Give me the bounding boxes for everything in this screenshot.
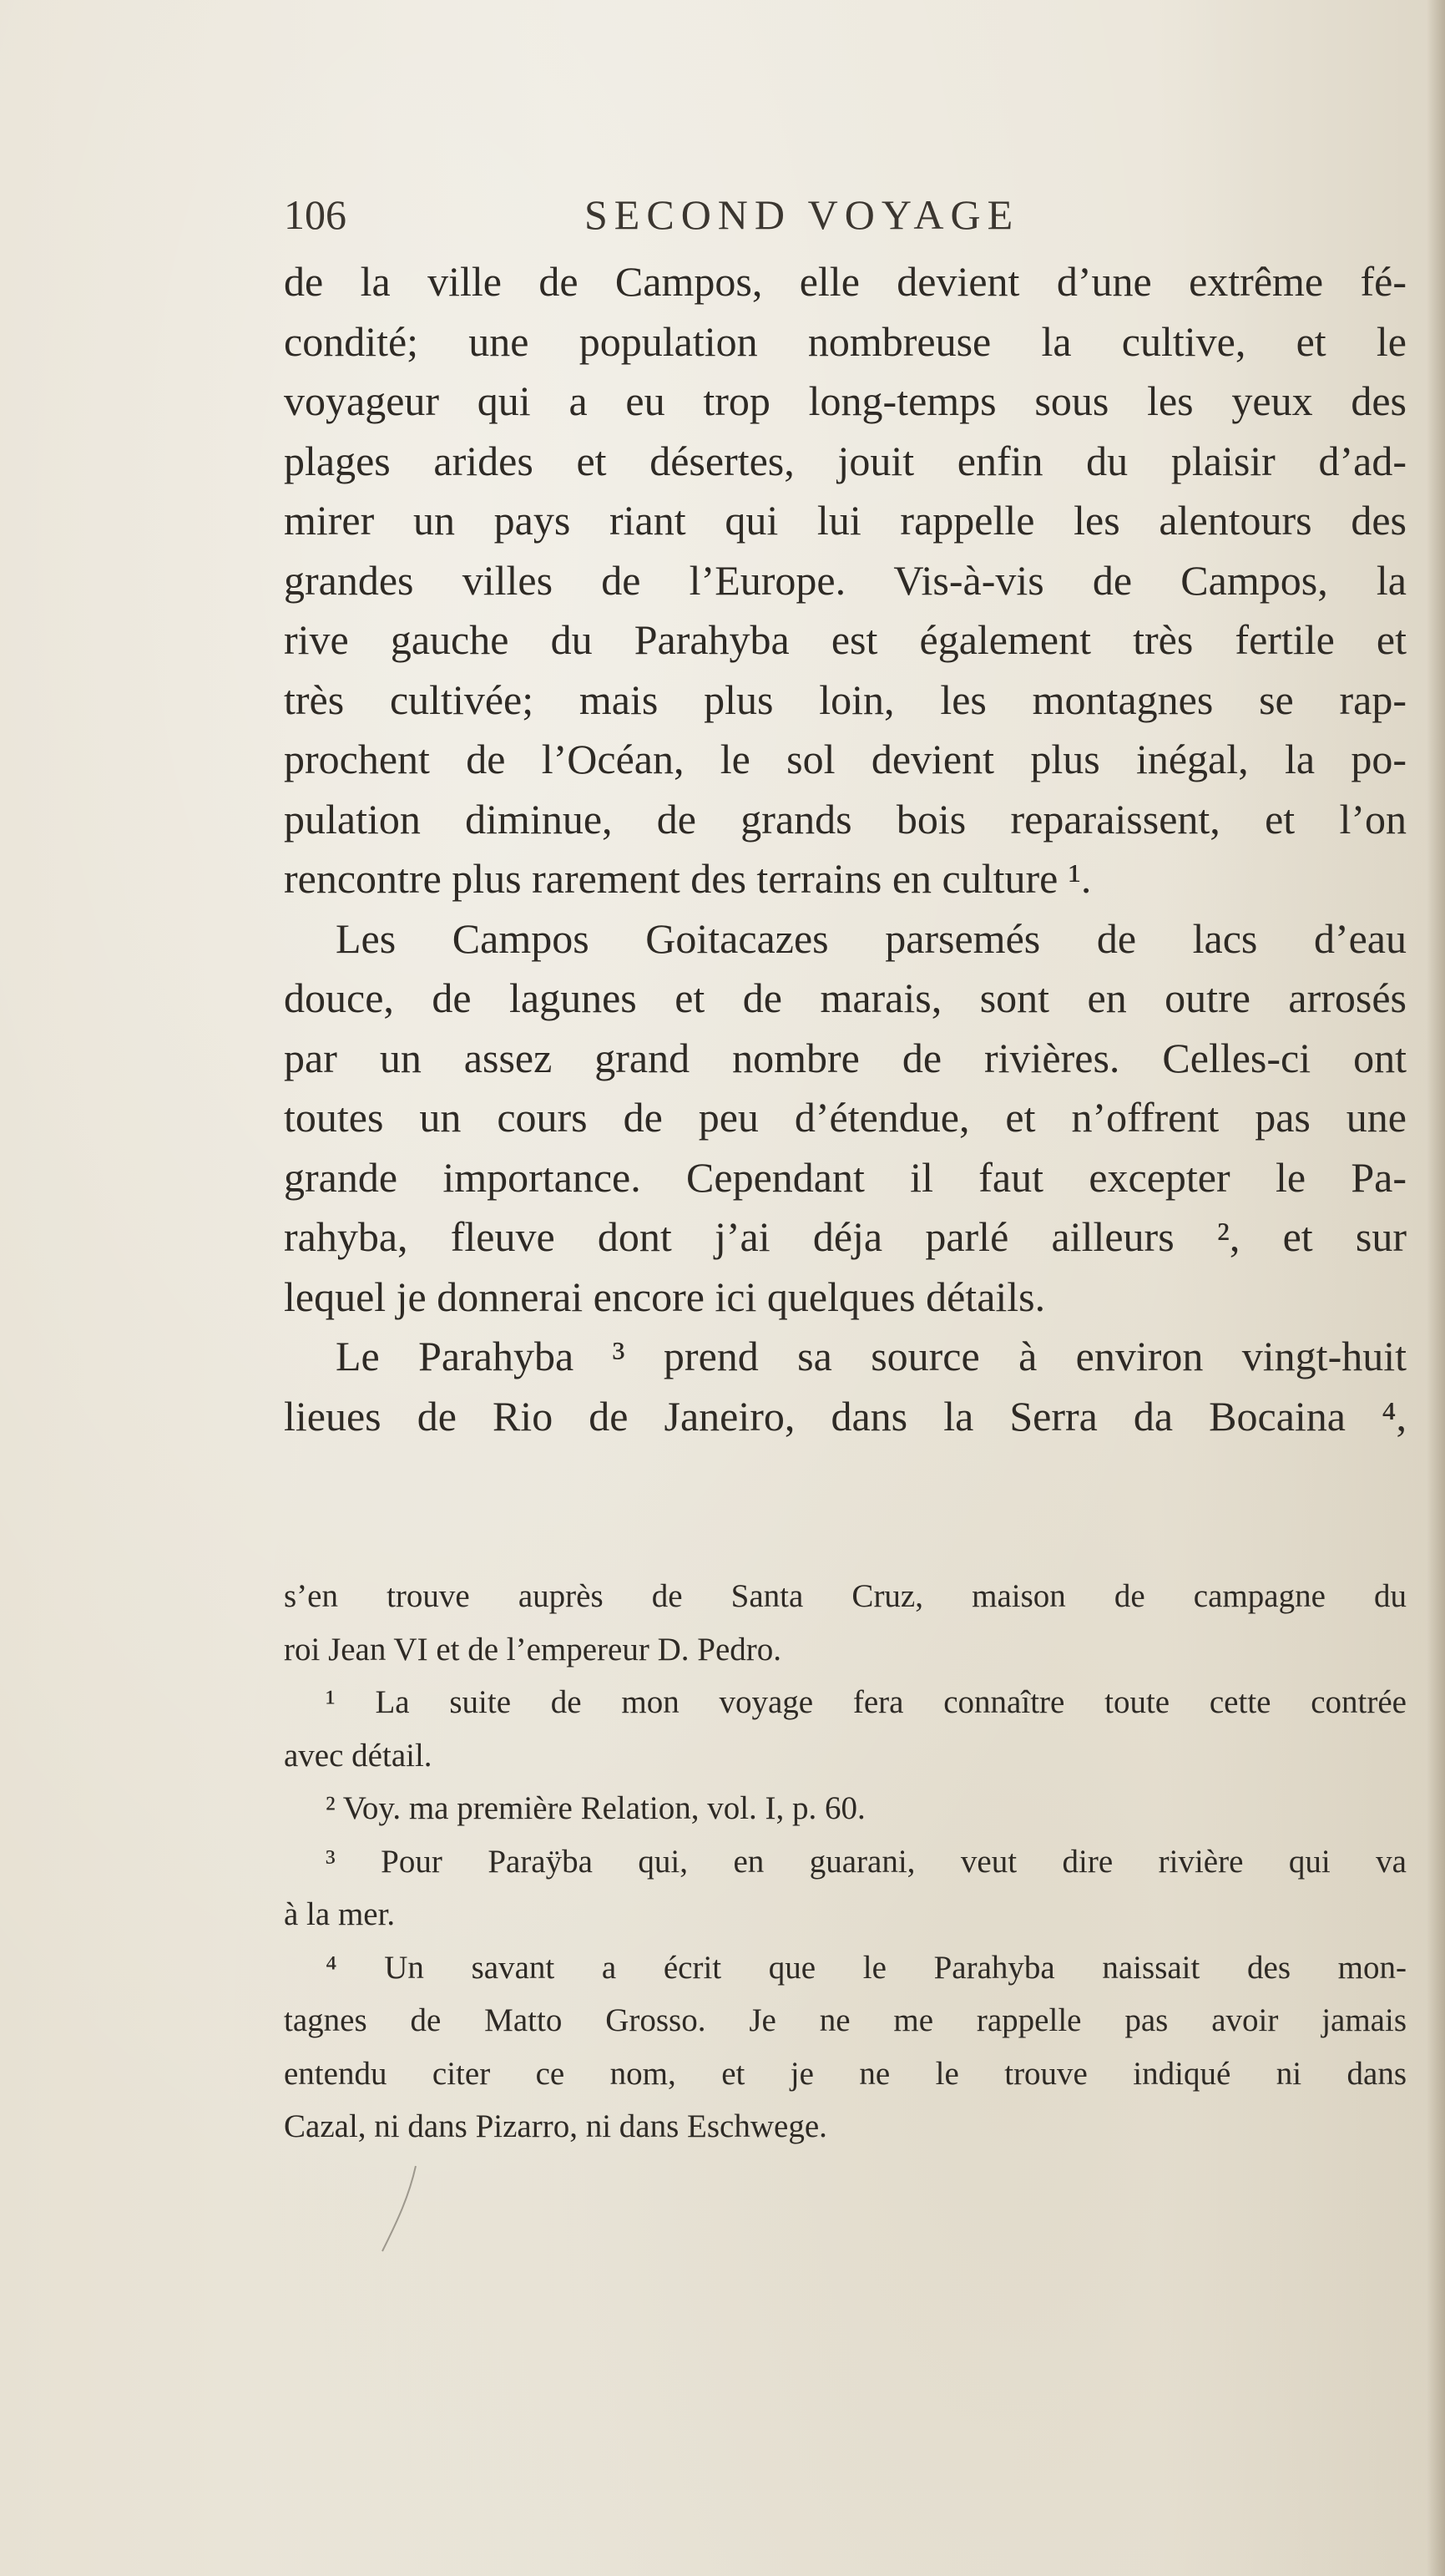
footnotes [284, 1570, 1407, 2153]
text-line: toutes un cours de peu d’étendue, et n’offrent pas une [284, 1094, 1407, 1141]
text-line: rahyba, fleuve dont j’ai déja parlé ailleurs ², et sur [284, 1213, 1407, 1260]
footnote-line: ⁴ Un savant a écrit que le Parahyba naissait des mon- [326, 1949, 1407, 1986]
text-line: lequel je donnerai encore ici quelques détails. [284, 1273, 1046, 1320]
footnote-line: avec détail. [284, 1737, 432, 1774]
text-line: très cultivée; mais plus loin, les montagnes se rap- [284, 676, 1407, 723]
footnote-line: entendu citer ce nom, et je ne le trouve indiqué ni dans [284, 2055, 1407, 2092]
page-header [284, 185, 1102, 252]
text-line: condité; une population nombreuse la cultive, et le [284, 317, 1407, 365]
footnote-line: ² Voy. ma première Relation, vol. I, p. 60. [326, 1790, 866, 1826]
pencil-mark-icon [376, 2163, 426, 2255]
text-line: par un assez grand nombre de rivières. Celles-ci ont [284, 1034, 1407, 1081]
text-line: grande importance. Cependant il faut excepter le Pa- [284, 1153, 1407, 1201]
footnote-line: à la mer. [284, 1896, 396, 1932]
text-line: pulation diminue, de grands bois reparaissent, et l’on [284, 795, 1407, 843]
text-line: voyageur qui a eu trop long-temps sous les yeux des [284, 377, 1407, 424]
text-line: rencontre plus rarement des terrains en culture ¹. [284, 855, 1092, 902]
text-line: prochent de l’Océan, le sol devient plus inégal, la po- [284, 736, 1407, 782]
footnote-line: Cazal, ni dans Pizarro, ni dans Eschwege. [284, 2108, 827, 2144]
footnote-line: ³ Pour Paraÿba qui, en guarani, veut dire rivière qui va [326, 1843, 1407, 1880]
text-line: mirer un pays riant qui lui rappelle les alentours des [284, 497, 1407, 544]
footnote-line: tagnes de Matto Grosso. Je ne me rappelle pas avoir jamais [284, 2002, 1407, 2038]
page-number: 106 [284, 191, 346, 238]
main-text [284, 252, 1407, 1446]
footnote-line: ¹ La suite de mon voyage fera connaître toute cette contrée [326, 1684, 1407, 1720]
text-line: grandes villes de l’Europe. Vis-à-vis de Campos, la [284, 556, 1407, 604]
running-head: SECOND VOYAGE [584, 191, 1020, 238]
text-line: de la ville de Campos, elle devient d’une extrême fé- [284, 258, 1407, 305]
text-line: plages arides et désertes, jouit enfin du plaisir d’ad- [284, 437, 1407, 484]
text-line: douce, de lagunes et de marais, sont en outre arrosés [284, 974, 1407, 1021]
text-line: lieues de Rio de Janeiro, dans la Serra da Bocaina ⁴, [284, 1392, 1407, 1440]
text-line: Le Parahyba ³ prend sa source à environ vingt-huit [336, 1333, 1407, 1379]
footnote-line: s’en trouve auprès de Santa Cruz, maison de campagne du [284, 1578, 1407, 1614]
text-line: Les Campos Goitacazes parsemés de lacs d’eau [336, 914, 1407, 962]
text-line: rive gauche du Parahyba est également très fertile et [284, 616, 1407, 663]
footnote-line: roi Jean VI et de l’empereur D. Pedro. [284, 1631, 781, 1668]
page-edge-shadow [1427, 0, 1445, 2576]
